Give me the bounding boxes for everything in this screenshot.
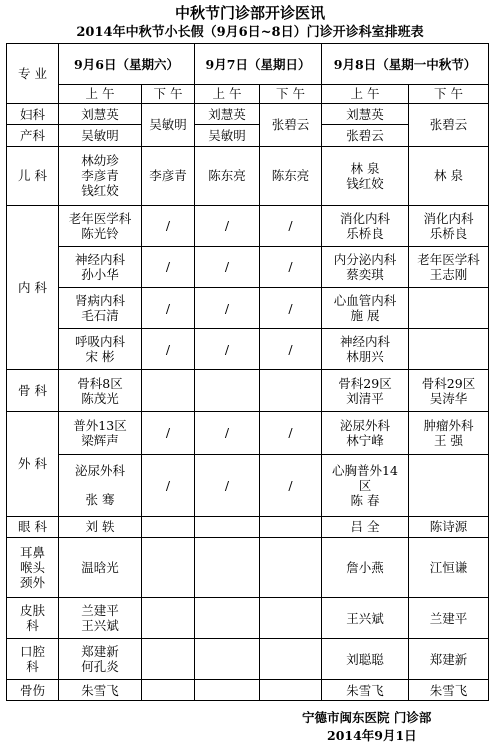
cell bbox=[322, 146, 409, 205]
cell bbox=[142, 680, 195, 701]
clinic-name: 心胸普外14 bbox=[332, 462, 398, 478]
dept-label: 骨伤 bbox=[7, 680, 59, 701]
doctor-name: 王兴斌 bbox=[81, 618, 119, 634]
clinic-name: 骨科29区 bbox=[338, 375, 392, 391]
header-am: 上 午 bbox=[195, 85, 260, 104]
cell: / bbox=[260, 454, 322, 516]
cell bbox=[409, 370, 489, 411]
page-subtitle: 2014年中秋节小长假（9月6日~8日）门诊开诊科室排班表 bbox=[76, 25, 424, 40]
header-am: 上 午 bbox=[322, 85, 409, 104]
cell bbox=[409, 205, 489, 246]
doctor-name: 陈 春 bbox=[350, 492, 380, 508]
doctor-name: 梁辉声 bbox=[81, 432, 119, 448]
cell: 刘慧英 bbox=[195, 103, 260, 125]
clinic-name: 泌尿外科 bbox=[339, 417, 390, 433]
schedule-table bbox=[6, 43, 489, 701]
cell bbox=[322, 288, 409, 329]
doctor-name: 孙小华 bbox=[81, 266, 119, 282]
table-row bbox=[7, 146, 489, 205]
footer-date: 2014年9月1日 bbox=[327, 728, 417, 743]
cell: 刘慧英 bbox=[59, 103, 142, 125]
cell bbox=[59, 329, 142, 370]
cell bbox=[322, 454, 409, 516]
cell bbox=[322, 246, 409, 287]
cell: 刘 轶 bbox=[59, 516, 142, 538]
doctor-name: 毛石清 bbox=[81, 308, 119, 324]
cell: / bbox=[195, 288, 260, 329]
cell: 张碧云 bbox=[260, 103, 322, 146]
cell bbox=[260, 680, 322, 701]
table-row bbox=[7, 103, 489, 125]
cell bbox=[322, 411, 409, 454]
cell bbox=[59, 246, 142, 287]
cell bbox=[195, 516, 260, 538]
cell: / bbox=[260, 205, 322, 246]
cell bbox=[59, 597, 142, 638]
cell: 吕 全 bbox=[322, 516, 409, 538]
cell bbox=[142, 370, 195, 411]
cell bbox=[260, 639, 322, 680]
cell bbox=[142, 516, 195, 538]
cell: 吴敏明 bbox=[59, 125, 142, 147]
doctor-name: 郑建新 bbox=[81, 644, 119, 660]
cell bbox=[142, 538, 195, 598]
table-row bbox=[7, 411, 489, 454]
cell: 李彦青 bbox=[142, 146, 195, 205]
header-specialty: 专 业 bbox=[7, 44, 59, 104]
cell: 温晗光 bbox=[59, 538, 142, 598]
cell: 刘慧英 bbox=[322, 103, 409, 125]
table-row bbox=[7, 680, 489, 701]
cell bbox=[322, 329, 409, 370]
cell: 朱雪飞 bbox=[59, 680, 142, 701]
dept-label-line: 皮肤 bbox=[19, 603, 45, 619]
table-row bbox=[7, 288, 489, 329]
dept-label bbox=[7, 597, 59, 638]
cell bbox=[59, 639, 142, 680]
table-row bbox=[7, 329, 489, 370]
cell: 郑建新 bbox=[409, 639, 489, 680]
table-row bbox=[7, 205, 489, 246]
clinic-name: 老年医学科 bbox=[68, 210, 132, 226]
cell: / bbox=[260, 411, 322, 454]
cell bbox=[195, 370, 260, 411]
clinic-name: 肾病内科 bbox=[74, 293, 125, 309]
cell: / bbox=[195, 454, 260, 516]
doctor-name: 林 泉 bbox=[350, 160, 380, 176]
clinic-name: 骨科8区 bbox=[77, 375, 123, 391]
cell: / bbox=[260, 288, 322, 329]
page-title: 中秋节门诊部开诊医讯 bbox=[174, 4, 325, 22]
dept-label bbox=[7, 639, 59, 680]
cell bbox=[59, 454, 142, 516]
doctor-name: 刘清平 bbox=[346, 390, 384, 406]
table-row bbox=[7, 538, 489, 598]
cell bbox=[59, 288, 142, 329]
clinic-name: 神经内科 bbox=[74, 251, 125, 267]
clinic-name: 骨科29区 bbox=[421, 375, 476, 391]
doctor-name: 钱红姣 bbox=[81, 183, 119, 199]
clinic-name: 区 bbox=[358, 477, 372, 493]
footer-org: 宁德市闽东医院 门诊部 bbox=[302, 710, 432, 725]
doctor-name: 王 强 bbox=[434, 432, 463, 448]
doctor-name: 王志刚 bbox=[429, 266, 468, 282]
clinic-name: 普外13区 bbox=[73, 417, 127, 433]
cell: / bbox=[142, 246, 195, 287]
cell bbox=[142, 597, 195, 638]
cell: / bbox=[142, 205, 195, 246]
doctor-name: 林幼珍 bbox=[81, 153, 119, 169]
cell bbox=[260, 516, 322, 538]
cell bbox=[59, 146, 142, 205]
clinic-name: 内分泌内科 bbox=[333, 251, 397, 267]
doctor-name: 施 展 bbox=[350, 308, 380, 324]
clinic-name: 肿瘤外科 bbox=[423, 417, 474, 433]
cell bbox=[322, 205, 409, 246]
doctor-name: 乐桥良 bbox=[429, 225, 468, 241]
doctor-name: 张 骞 bbox=[85, 492, 115, 508]
cell bbox=[409, 246, 489, 287]
cell: 朱雪飞 bbox=[322, 680, 409, 701]
clinic-name: 消化内科 bbox=[339, 210, 390, 226]
cell bbox=[195, 639, 260, 680]
cell bbox=[409, 288, 489, 329]
doctor-name: 蔡奕琪 bbox=[346, 266, 384, 282]
dept-label-line: 口腔 bbox=[19, 644, 45, 660]
doctor-name: 林朋兴 bbox=[346, 349, 384, 365]
table-row bbox=[7, 597, 489, 638]
doctor-name: 何孔炎 bbox=[81, 659, 119, 675]
header-day3: 9月8日（星期一中秋节） bbox=[322, 44, 489, 85]
cell bbox=[260, 370, 322, 411]
cell: 陈诗源 bbox=[409, 516, 489, 538]
cell bbox=[260, 538, 322, 598]
cell: 兰建平 bbox=[409, 597, 489, 638]
table-row bbox=[7, 516, 489, 538]
cell bbox=[59, 205, 142, 246]
table-row bbox=[7, 454, 489, 516]
cell: 张碧云 bbox=[322, 125, 409, 147]
cell bbox=[409, 454, 489, 516]
dept-label: 妇科 bbox=[7, 103, 59, 125]
dept-label-line: 科 bbox=[26, 659, 39, 675]
cell: 陈东亮 bbox=[195, 146, 260, 205]
cell: 陈东亮 bbox=[260, 146, 322, 205]
cell bbox=[322, 370, 409, 411]
clinic-name: 消化内科 bbox=[423, 210, 474, 226]
cell bbox=[260, 597, 322, 638]
table-row bbox=[7, 246, 489, 287]
doctor-name: 吴涛华 bbox=[429, 390, 468, 406]
dept-label: 内 科 bbox=[7, 205, 59, 370]
header-pm: 下 午 bbox=[409, 85, 489, 104]
dept-label-line: 颈外 bbox=[19, 575, 45, 591]
cell: 刘聪聪 bbox=[322, 639, 409, 680]
doctor-name: 乐桥良 bbox=[346, 225, 384, 241]
dept-label: 外 科 bbox=[7, 411, 59, 516]
cell: 朱雪飞 bbox=[409, 680, 489, 701]
cell bbox=[59, 411, 142, 454]
cell: 吴敏明 bbox=[195, 125, 260, 147]
cell: / bbox=[195, 246, 260, 287]
doctor-name: 钱红姣 bbox=[346, 175, 384, 191]
cell: 吴敏明 bbox=[142, 103, 195, 146]
header-pm: 下 午 bbox=[260, 85, 322, 104]
cell: / bbox=[195, 329, 260, 370]
table-row bbox=[7, 370, 489, 411]
header-pm: 下 午 bbox=[142, 85, 195, 104]
doctor-name: 兰建平 bbox=[81, 603, 119, 619]
cell bbox=[59, 370, 142, 411]
cell: / bbox=[142, 288, 195, 329]
doctor-name: 宋 彬 bbox=[85, 349, 115, 365]
header-day1: 9月6日（星期六） bbox=[59, 44, 195, 85]
dept-label-line: 喉头 bbox=[19, 560, 45, 576]
cell: / bbox=[195, 411, 260, 454]
cell: 王兴斌 bbox=[322, 597, 409, 638]
cell: / bbox=[142, 411, 195, 454]
cell bbox=[142, 639, 195, 680]
cell bbox=[409, 329, 489, 370]
header-am: 上 午 bbox=[59, 85, 142, 104]
clinic-name: 呼吸内科 bbox=[74, 334, 125, 350]
doctor-name: 林宁峰 bbox=[346, 432, 384, 448]
clinic-name: 神经内科 bbox=[339, 334, 390, 350]
clinic-name: 泌尿外科 bbox=[74, 463, 125, 479]
clinic-name: 心血管内科 bbox=[333, 293, 397, 309]
cell: 张碧云 bbox=[409, 103, 489, 146]
cell: / bbox=[260, 246, 322, 287]
header-day2: 9月7日（星期日） bbox=[195, 44, 322, 85]
cell bbox=[195, 538, 260, 598]
dept-label: 产科 bbox=[7, 125, 59, 147]
dept-label-line: 科 bbox=[26, 618, 39, 634]
cell: / bbox=[260, 329, 322, 370]
cell bbox=[195, 680, 260, 701]
dept-label: 儿 科 bbox=[7, 146, 59, 205]
cell: 江恒谦 bbox=[409, 538, 489, 598]
cell: / bbox=[195, 205, 260, 246]
doctor-name: 陈光铃 bbox=[81, 225, 119, 241]
cell: / bbox=[142, 454, 195, 516]
cell: 林 泉 bbox=[409, 146, 489, 205]
dept-label-line: 耳鼻 bbox=[19, 545, 45, 561]
dept-label: 骨 科 bbox=[7, 370, 59, 411]
doctor-name: 李彦青 bbox=[81, 168, 119, 184]
table-row bbox=[7, 639, 489, 680]
cell bbox=[409, 411, 489, 454]
cell: / bbox=[142, 329, 195, 370]
cell: 詹小燕 bbox=[322, 538, 409, 598]
dept-label bbox=[7, 538, 59, 598]
cell bbox=[195, 597, 260, 638]
clinic-name: 老年医学科 bbox=[417, 251, 480, 267]
dept-label: 眼 科 bbox=[7, 516, 59, 538]
doctor-name: 陈茂光 bbox=[81, 390, 119, 406]
